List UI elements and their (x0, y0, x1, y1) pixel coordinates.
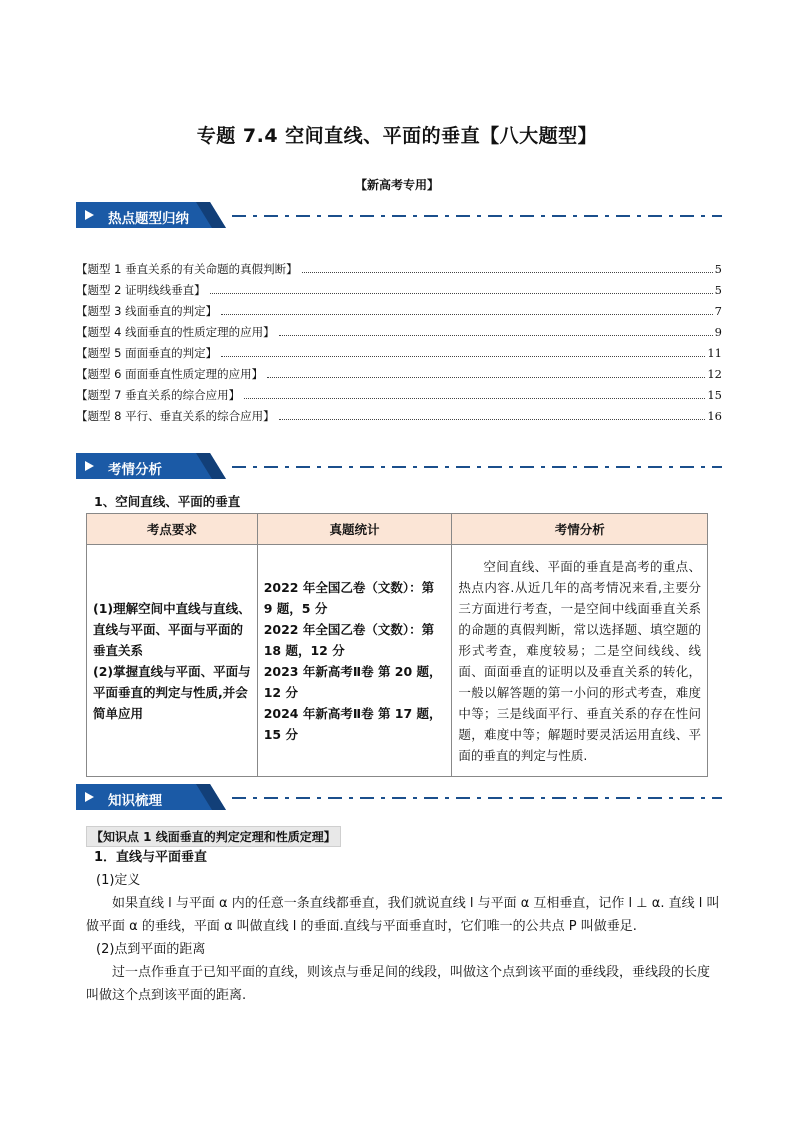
toc-leader (302, 272, 713, 273)
table-header-cell: 真题统计 (257, 514, 452, 545)
toc-page: 5 (714, 283, 722, 297)
table-header-row (87, 514, 708, 545)
requirement-item: (1)理解空间中直线与直线、直线与平面、平面与平面的垂直关系 (93, 600, 251, 658)
banner-label: 热点题型归纳 (108, 211, 189, 227)
toc-label: 【题型 6 面面垂直性质定理的应用】 (76, 367, 264, 381)
toc-item[interactable] (76, 339, 722, 360)
section-banner-exam-analysis (76, 453, 722, 481)
toc-leader (221, 356, 705, 357)
toc-item[interactable] (76, 381, 722, 402)
toc-leader (244, 398, 705, 399)
toc-item[interactable] (76, 276, 722, 297)
analysis-table (86, 513, 708, 777)
play-arrow-icon (85, 461, 94, 471)
distance-label: (2)点到平面的距离 (96, 942, 206, 957)
play-arrow-icon (85, 792, 94, 802)
distance-text: 过一点作垂直于已知平面的直线，则该点与垂足间的线段，叫做这个点到该平面的垂线段，垂线段的长度叫做这个点到该平面的距离. (86, 965, 711, 1003)
banner-dashed-line (232, 215, 722, 217)
page-title: 专题 7.4 空间直线、平面的垂直【八大题型】 (196, 125, 598, 147)
toc-page: 16 (707, 409, 722, 423)
table-row (87, 545, 708, 777)
toc-label: 【题型 2 证明线线垂直】 (76, 283, 206, 297)
toc-page: 12 (707, 367, 722, 381)
toc-label: 【题型 7 垂直关系的综合应用】 (76, 388, 241, 402)
toc-page: 15 (707, 388, 722, 402)
table-header-cell: 考点要求 (87, 514, 258, 545)
knowledge-body (86, 846, 722, 1007)
analysis-heading: 1、空间直线、平面的垂直 (94, 494, 241, 509)
toc-page: 7 (714, 304, 722, 318)
toc-item[interactable] (76, 318, 722, 339)
definition-text: 如果直线 l 与平面 α 内的任意一条直线都垂直，我们就说直线 l 与平面 α 互相垂直，记作 l ⊥ α. 直线 l 叫做平面 α 的垂线，平面 α 叫做直线 l 的垂面.直线与平面垂直时，它们唯一的公共点 P 叫做垂足. (86, 896, 720, 934)
banner-label: 考情分析 (108, 462, 162, 478)
exam-stat-item: 2024 年新高考Ⅱ卷 第 17 题，15 分 (263, 705, 442, 742)
banner-dashed-line (232, 466, 722, 468)
section-banner-hot-types (76, 202, 722, 230)
section-banner-knowledge (76, 784, 722, 812)
toc-leader (221, 314, 713, 315)
toc-item[interactable] (76, 360, 722, 381)
toc-leader (267, 377, 705, 378)
toc-page: 11 (707, 346, 722, 360)
toc-item[interactable] (76, 402, 722, 423)
analysis-text: 空间直线、平面的垂直是高考的重点、热点内容.从近几年的高考情况来看,主要分三方面进行考查，一是空间中线面垂直关系的命题的真假判断，常以选择题、填空题的形式考查，难度较易；二是空间线线、线面、面面垂直的证明以及垂直关系的转化，一般以解答题的第一小问的形式考查，难度中等；三是线面平行、垂直关系的存在性问题，难度中等；解题时要灵活运用直线、平面的垂直的判定与性质. (458, 558, 701, 763)
page-subtitle: 【新高考专用】 (354, 178, 439, 192)
exam-stats-cell (257, 545, 452, 777)
requirements-cell (87, 545, 258, 777)
toc-label: 【题型 8 平行、垂直关系的综合应用】 (76, 409, 275, 423)
toc-leader (210, 293, 713, 294)
analysis-cell (452, 545, 708, 777)
banner-label: 知识梳理 (108, 793, 162, 809)
play-arrow-icon (85, 210, 94, 220)
requirement-item: (2)掌握直线与平面、平面与平面垂直的判定与性质,并会简单应用 (93, 663, 251, 721)
subsection-heading: 1．直线与平面垂直 (94, 850, 208, 865)
toc-item[interactable] (76, 297, 722, 318)
exam-stat-item: 2022 年全国乙卷（文数）：第 9 题，5 分 (263, 579, 435, 616)
toc-label: 【题型 5 面面垂直的判定】 (76, 346, 218, 360)
toc-label: 【题型 3 线面垂直的判定】 (76, 304, 218, 318)
banner-dashed-line (232, 797, 722, 799)
table-of-contents (76, 255, 722, 423)
definition-label: (1)定义 (96, 873, 141, 888)
table-header-cell: 考情分析 (452, 514, 708, 545)
toc-label: 【题型 1 垂直关系的有关命题的真假判断】 (76, 262, 298, 276)
toc-page: 9 (714, 325, 722, 339)
toc-leader (279, 335, 713, 336)
toc-leader (279, 419, 706, 420)
knowledge-point-title: 【知识点 1 线面垂直的判定定理和性质定理】 (86, 826, 341, 847)
exam-stat-item: 2023 年新高考Ⅱ卷 第 20 题，12 分 (263, 663, 442, 700)
toc-label: 【题型 4 线面垂直的性质定理的应用】 (76, 325, 275, 339)
exam-stat-item: 2022 年全国乙卷（文数）：第 18 题，12 分 (263, 621, 435, 658)
toc-page: 5 (714, 262, 722, 276)
toc-item[interactable] (76, 255, 722, 276)
